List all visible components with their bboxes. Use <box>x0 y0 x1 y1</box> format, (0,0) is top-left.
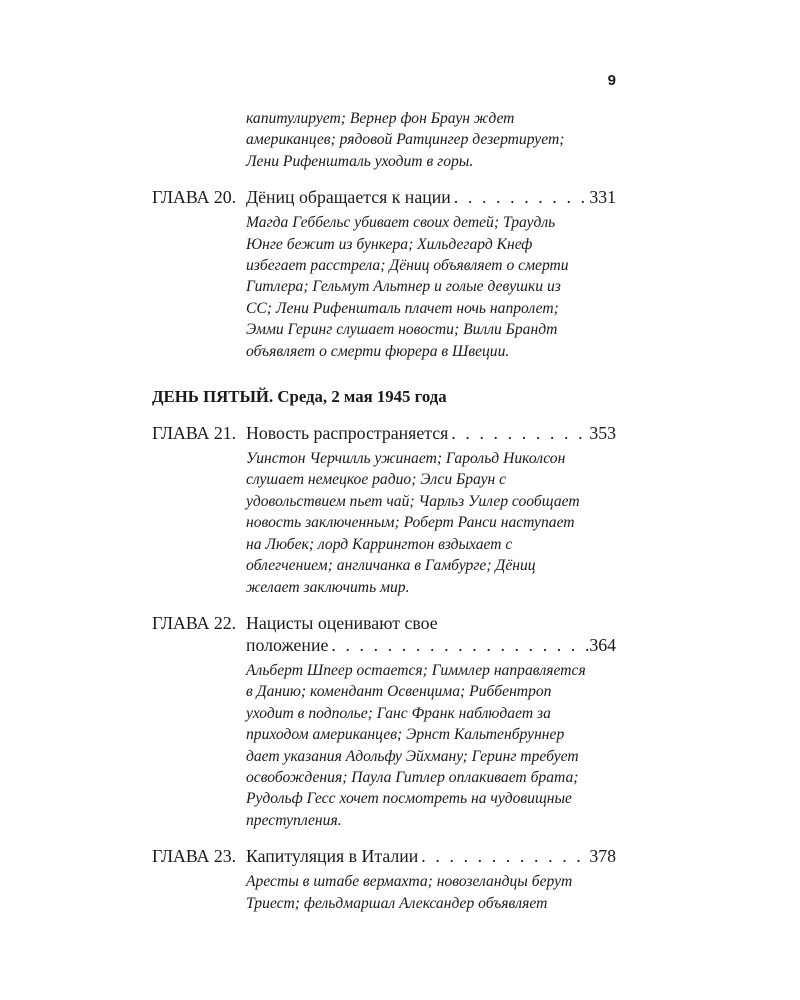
table-of-contents <box>152 108 616 914</box>
chapter-description: Аресты в штабе вермахта; новозеландцы берут Триест; фельдмаршал Александер объявляет <box>246 873 573 912</box>
toc-entry-chapter-21[interactable] <box>152 422 616 444</box>
chapter-page: 364 <box>589 634 616 655</box>
chapter-title: Новость распространяется <box>246 423 449 444</box>
chapter-description: Магда Геббельс убивает своих детей; Траудль Юнге бежит из бункера; Хильдегард Кнеф избегает расстрела; Дёниц объявляет о смерти Гитлера; Гельмут Альтнер и голые девушки из СС; Лени Рифеншталь плачет ночь напролет; Эмми Геринг слушает новости; Вилли Брандт объявляет о смерти фюрера в Швеции. <box>246 214 569 360</box>
chapter-label: ГЛАВА 23. <box>152 846 237 867</box>
chapter-page: 378 <box>589 846 616 867</box>
chapter-label: ГЛАВА 21. <box>152 423 237 444</box>
chapter-page: 353 <box>589 423 616 444</box>
page-number: 9 <box>607 72 616 89</box>
chapter-title-line1: Нацисты оценивают свое <box>246 612 438 633</box>
chapter-title-line2: положение <box>246 634 329 655</box>
chapter-title: Капитуляция в Италии <box>246 846 419 867</box>
chapter-description: Альберт Шпеер остается; Гиммлер направляется в Данию; комендант Освенцима; Риббентроп уходит в подполье; Ганс Франк наблюдает за приходом американцев; Эрнст Кальтенбруннер дает указания Адольфу Эйхману; Геринг требует освобождения; Паула Гитлер оплакивает брата; Рудольф Гесс хочет посмотреть на чудовищные преступления. <box>246 661 586 829</box>
dot-leader <box>451 186 590 208</box>
dot-leader <box>418 845 589 867</box>
toc-entry-chapter-23[interactable] <box>152 845 616 867</box>
chapter-description: Уинстон Черчилль ужинает; Гарольд Николсон слушает немецкое радио; Элси Браун с удовольствием пьет чай; Чарльз Уилер сообщает новость заключенным; Роберт Ранси наступает на Любек; лорд Каррингтон вздыхает с облегчением; англичанка в Гамбурге; Дёниц желает заключить мир. <box>246 450 580 596</box>
chapter-label: ГЛАВА 22. <box>152 612 237 633</box>
toc-entry-chapter-22[interactable] <box>152 612 616 656</box>
chapter-page: 331 <box>589 187 616 208</box>
chapter-title: Дёниц обращается к нации <box>246 187 451 208</box>
dot-leader <box>448 422 589 444</box>
dot-leader <box>328 634 589 656</box>
continued-description: капитулирует; Вернер фон Браун ждет американцев; рядовой Ратцингер дезертирует; Лени Рифеншталь уходит в горы. <box>246 110 565 170</box>
section-heading: ДЕНЬ ПЯТЫЙ. Среда, 2 мая 1945 года <box>152 387 447 407</box>
toc-entry-chapter-20[interactable] <box>152 186 616 208</box>
chapter-label: ГЛАВА 20. <box>152 187 237 208</box>
